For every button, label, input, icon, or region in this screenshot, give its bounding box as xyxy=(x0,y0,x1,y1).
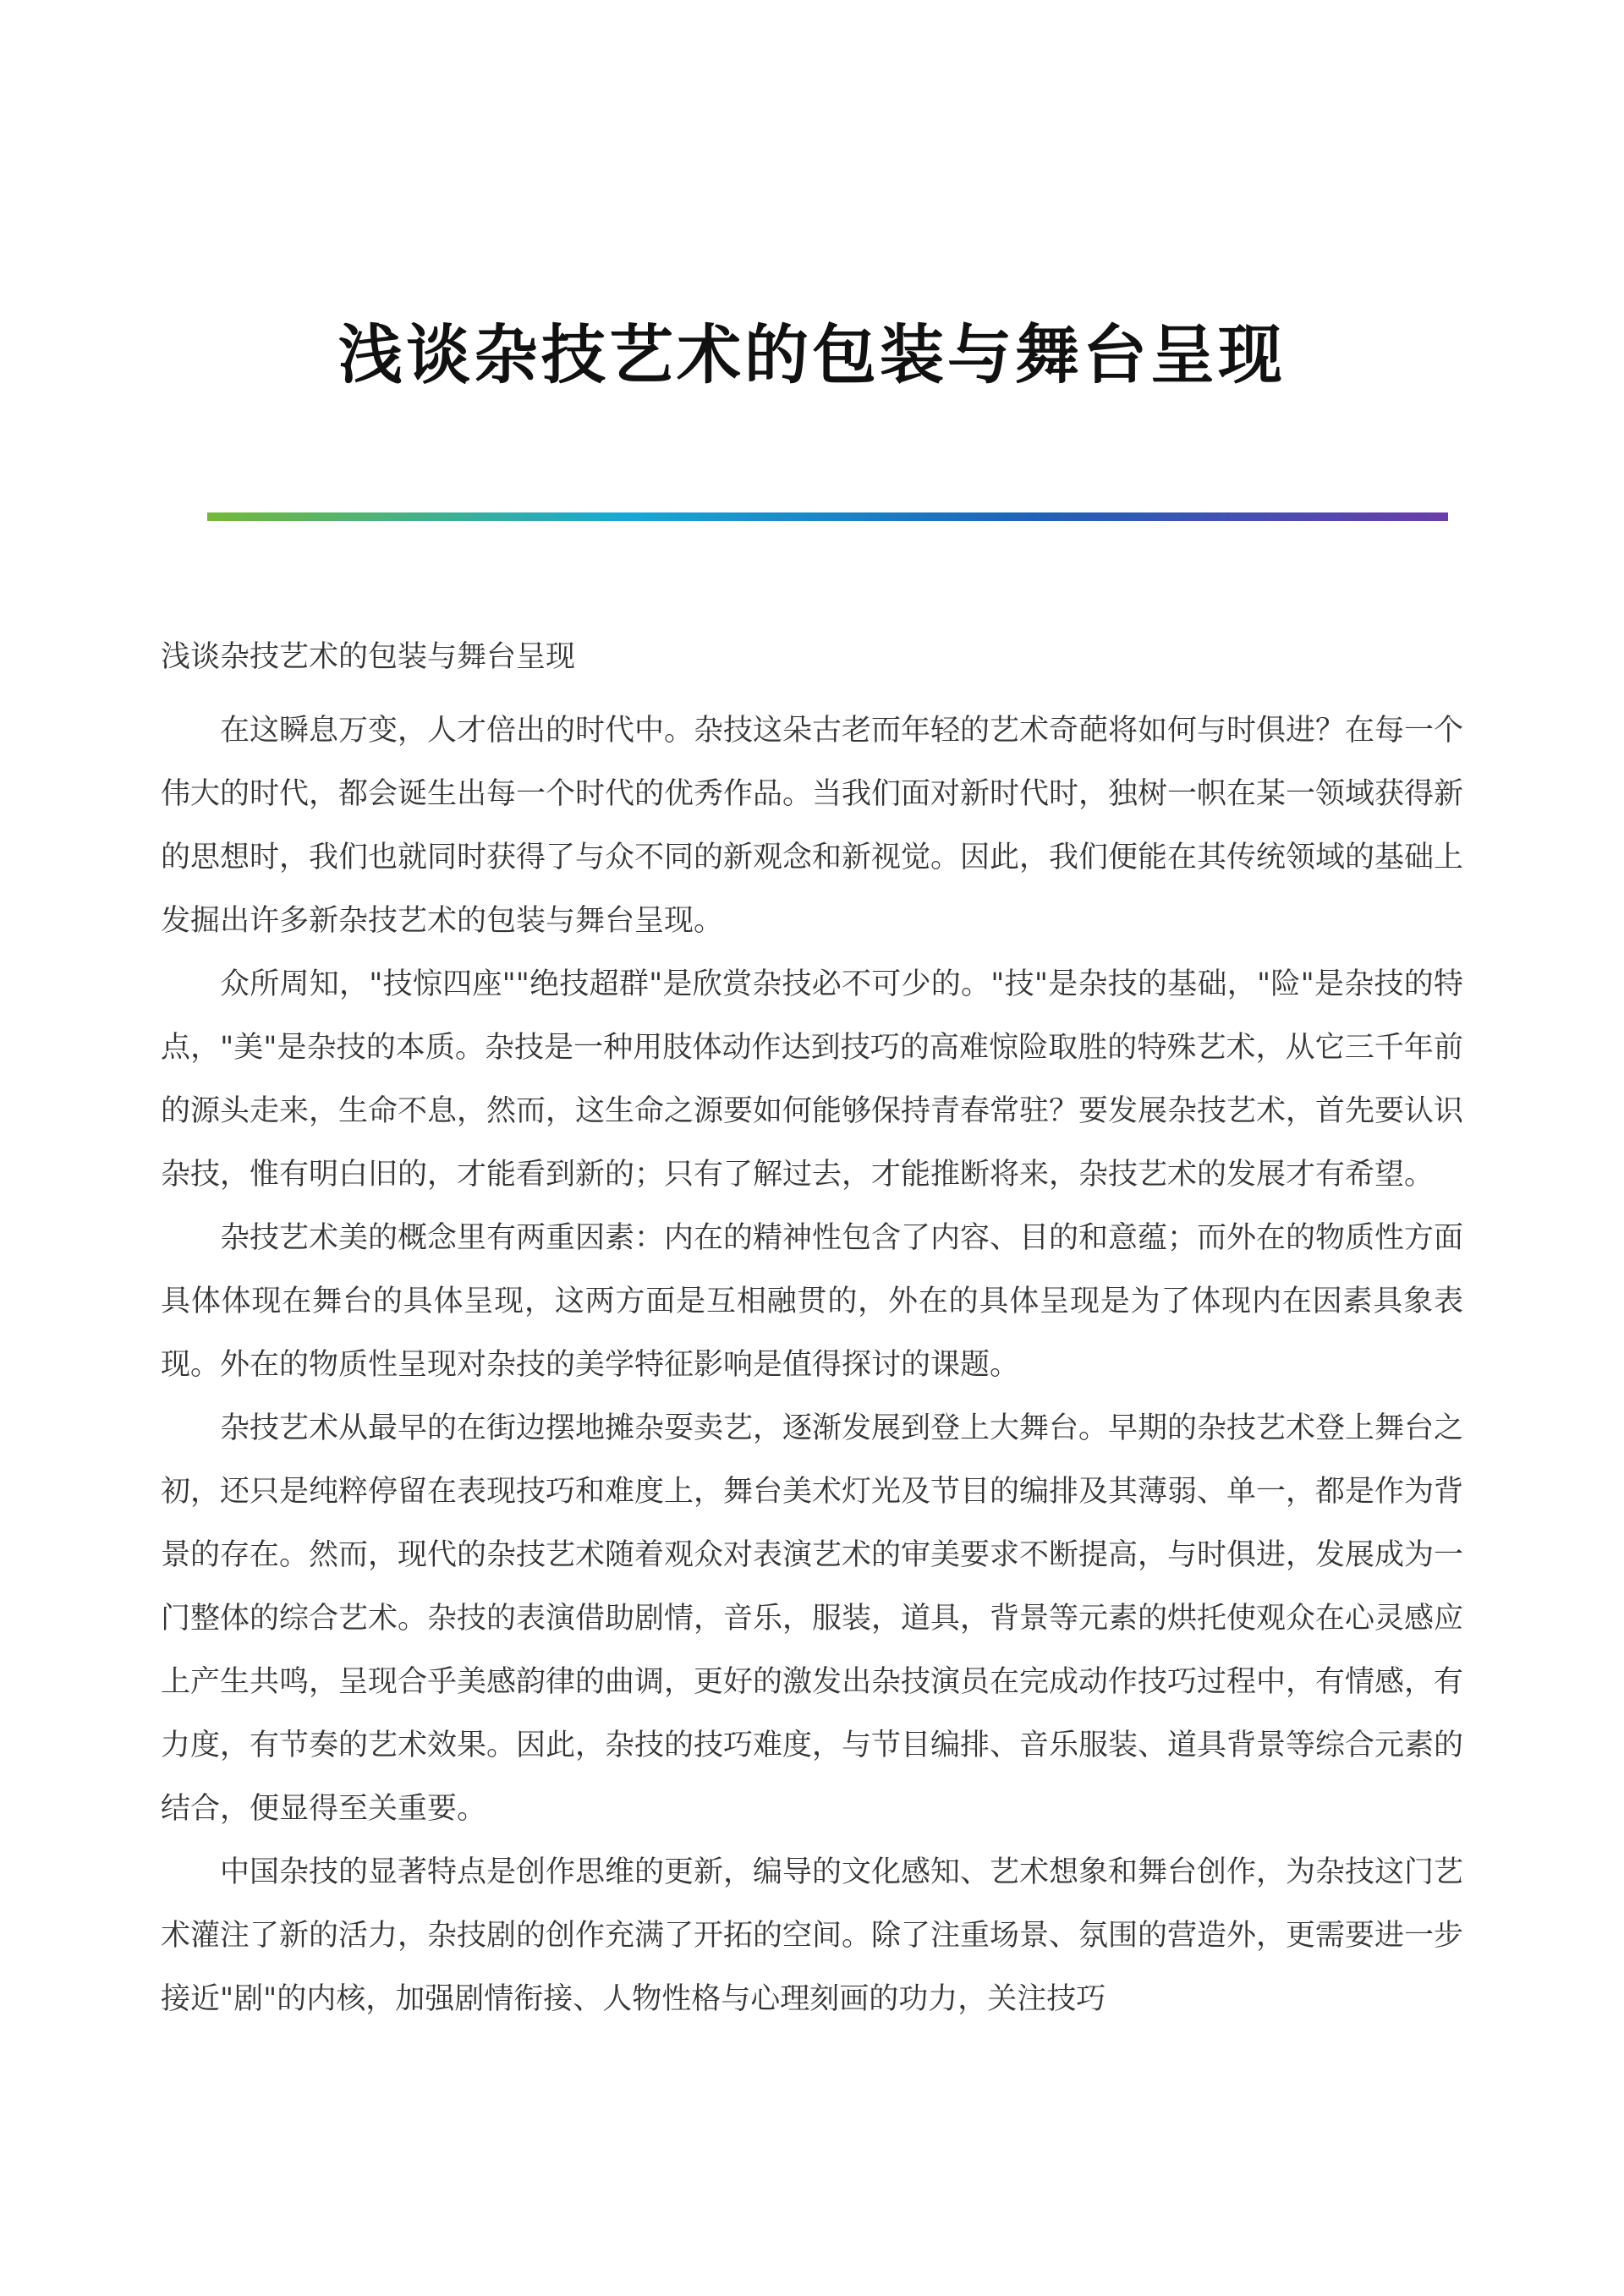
paragraph-4: 杂技艺术从最早的在街边摆地摊杂耍卖艺，逐渐发展到登上大舞台。早期的杂技艺术登上舞台之初，还只是纯粹停留在表现技巧和难度上，舞台美术灯光及节目的编排及其薄弱、单一，都是作为背景的存在。然而，现代的杂技艺术随着观众对表演艺术的审美要求不断提高，与时俱进，发展成为一门整体的综合艺术。杂技的表演借助剧情，音乐，服装，道具，背景等元素的烘托使观众在心灵感应上产生共鸣，呈现合乎美感韵律的曲调，更好的激发出杂技演员在完成动作技巧过程中，有情感，有力度，有节奏的艺术效果。因此，杂技的技巧难度，与节目编排、音乐服装、道具背景等综合元素的结合，便显得至关重要。 xyxy=(161,1411,1464,1826)
paragraph-5: 中国杂技的显著特点是创作思维的更新，编导的文化感知、艺术想象和舞台创作，为杂技这门艺术灌注了新的活力，杂技剧的创作充满了开拓的空间。除了注重场景、氛围的营造外，更需要进一步接近"剧"的内核，加强剧情衔接、人物性格与心理刻画的功力，关注技巧 xyxy=(161,1855,1464,2016)
paragraph-1: 在这瞬息万变，人才倍出的时代中。杂技这朵古老而年轻的艺术奇葩将如何与时俱进？在每一个伟大的时代，都会诞生出每一个时代的优秀作品。当我们面对新时代时，独树一帜在某一领域获得新的思想时，我们也就同时获得了与众不同的新观念和新视觉。因此，我们便能在其传统领域的基础上发掘出许多新杂技艺术的包装与舞台呈现。 xyxy=(161,714,1464,938)
document-body xyxy=(161,626,1463,2031)
title-divider xyxy=(207,512,1448,521)
article-subtitle: 浅谈杂技艺术的包装与舞台呈现 xyxy=(161,640,576,674)
paragraph-3: 杂技艺术美的概念里有两重因素：内在的精神性包含了内容、目的和意蕴；而外在的物质性方面具体体现在舞台的具体呈现，这两方面是互相融贯的，外在的具体呈现是为了体现内在因素具象表现。外在的物质性呈现对杂技的美学特征影响是值得探讨的课题。 xyxy=(161,1221,1464,1382)
document-title: 浅谈杂技艺术的包装与舞台呈现 xyxy=(338,317,1286,392)
paragraph-2: 众所周知，"技惊四座""绝技超群"是欣赏杂技必不可少的。"技"是杂技的基础，"险"是杂技的特点，"美"是杂技的本质。杂技是一种用肢体动作达到技巧的高难惊险取胜的特殊艺术，从它三千年前的源头走来，生命不息，然而，这生命之源要如何能够保持青春常驻？要发展杂技艺术，首先要认识杂技，惟有明白旧的，才能看到新的；只有了解过去，才能推断将来，杂技艺术的发展才有希望。 xyxy=(161,967,1464,1192)
